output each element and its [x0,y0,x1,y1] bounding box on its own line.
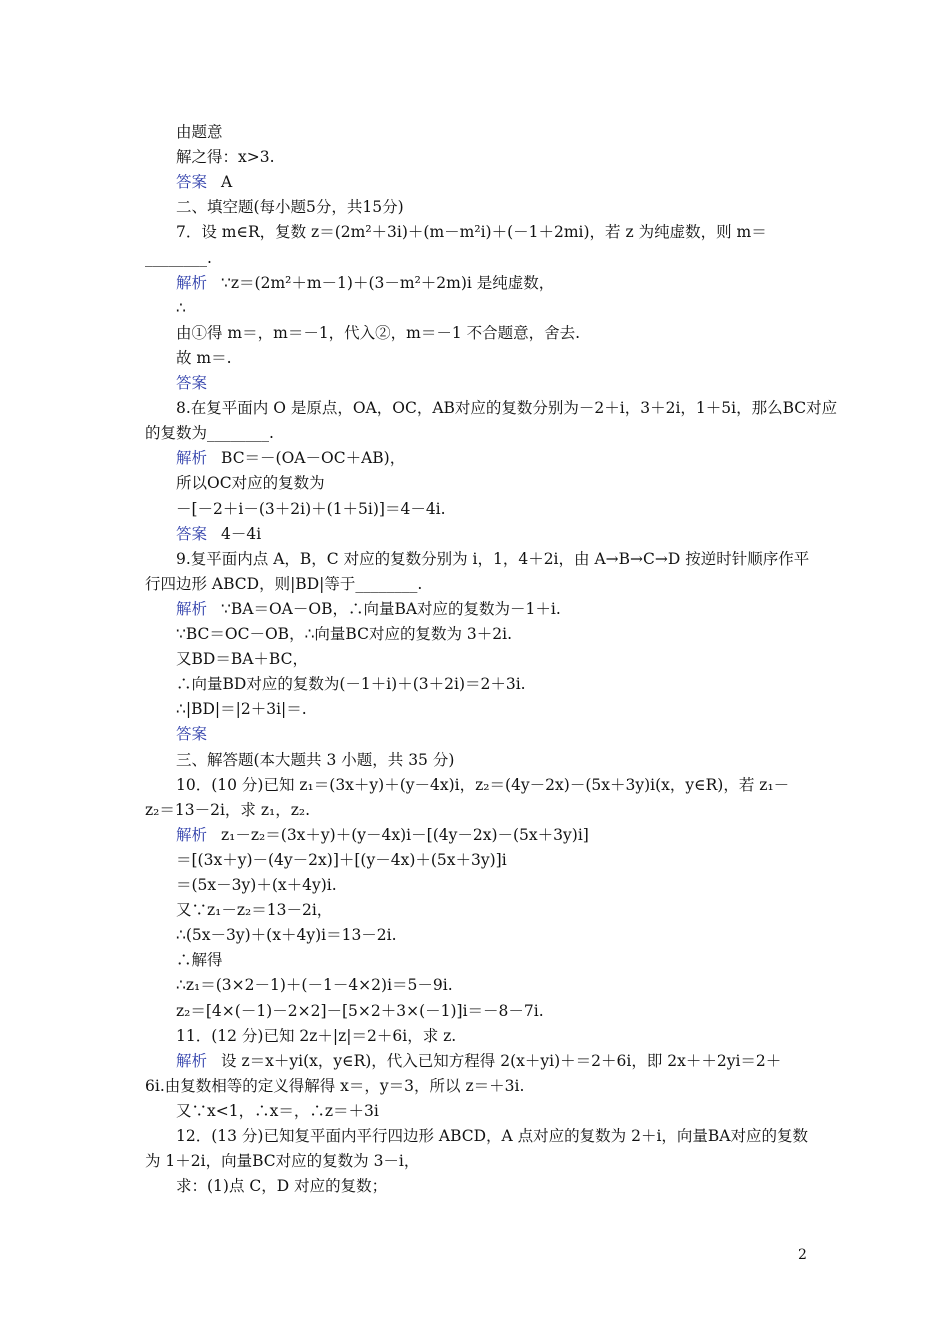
line-text: ∵BC＝OC－OB，∴向量BC对应的复数为 3＋2i. [176,625,512,643]
line-text: ∴z₁＝(3×2－1)＋(－1－4×2)i＝5－9i. [176,976,453,995]
text-line [176,647,810,672]
line-text: A [221,173,233,192]
text-line [176,120,810,145]
text-line [145,246,810,271]
line-text: z₂＝[4×(－1)－2×2]－[5×2＋3×(－1)]i＝－8－7i. [176,1001,544,1020]
text-line [176,722,810,747]
text-line [176,1174,810,1199]
text-line [176,220,810,245]
text-line [176,321,810,346]
line-text: BC＝－(OA－OC＋AB)， [221,449,406,468]
line-text: 解之得：x>3. [176,148,275,167]
text-line [176,522,810,547]
line-text: ________. [145,248,212,267]
text-line [176,271,810,296]
line-text: 10．(10 分)已知 z₁＝(3x＋y)＋(y－4x)i，z₂＝(4y－2x)－(5x＋3y)i(x，y∈R)，若 z₁－ [176,775,790,794]
text-line [176,748,810,773]
analysis-label: 解析 [176,1051,208,1070]
answer-label: 答案 [176,374,208,392]
analysis-label: 解析 [176,599,208,618]
line-text: 6i.由复数相等的定义得解得 x＝，y＝3，所以 z＝＋3i. [145,1076,525,1095]
text-line [176,622,810,647]
text-line [176,170,810,195]
line-text: 为 1＋2i，向量BC对应的复数为 3－i， [145,1152,420,1171]
line-text: 9.复平面内点 A，B，C 对应的复数分别为 i，1，4＋2i，由 A→B→C→D 按逆时针顺序作平 [176,549,810,568]
text-line [145,572,810,597]
line-text: ∴向量BD对应的复数为(－1＋i)＋(3＋2i)＝2＋3i. [176,675,526,694]
answer-label: 答案 [176,173,208,192]
line-text: 12．(13 分)已知复平面内平行四边形 ABCD，A 点对应的复数为 2＋i，向量BA对应的复数 [176,1127,809,1145]
analysis-label: 解析 [176,273,208,292]
line-text: z₁－z₂＝(3x＋y)＋(y－4x)i－[(4y－2x)－(5x＋3y)i] [221,825,589,844]
line-text: ∵z＝(2m²＋m－1)＋(3－m²＋2m)i 是纯虚数， [221,273,555,292]
analysis-label: 解析 [176,449,208,468]
line-text: ∴解得 [176,951,223,970]
line-text: 二、填空题(每小题5分，共15分) [176,198,404,217]
text-line [145,798,810,823]
text-line [176,446,810,471]
text-line [176,346,810,371]
text-line [176,597,810,622]
line-text: 又∵x<1，∴x＝，∴z＝＋3i [176,1101,379,1120]
line-text: 4－4i [221,524,262,543]
line-text: 由①得 m＝，m＝－1，代入②，m＝－1 不合题意，舍去. [176,323,581,342]
line-text: ＝[(3x＋y)－(4y－2x)]＋[(y－4x)＋(5x＋3y)]i [176,850,507,869]
text-line [176,296,810,321]
line-text: 求：(1)点 C，D 对应的复数； [176,1177,388,1196]
line-text: 行四边形 ABCD，则|BD|等于________. [145,574,423,593]
text-line [176,697,810,722]
text-line [176,823,810,848]
text-line [176,1124,810,1149]
text-line [176,371,810,396]
text-line [145,1074,810,1099]
line-text: 又∵z₁－z₂＝13－2i， [176,901,333,920]
text-line [176,1099,810,1124]
line-text: 又BD＝BA＋BC， [176,650,308,669]
line-text: 11．(12 分)已知 2z＋|z|＝2＋6i，求 z. [176,1026,457,1045]
line-text: 故 m＝. [176,348,232,367]
line-text: 由题意 [176,123,223,141]
text-line [145,1149,810,1174]
text-line [176,672,810,697]
page-number: 2 [798,1247,807,1263]
text-line [176,195,810,220]
text-line [176,396,838,421]
text-line [176,471,810,496]
text-line [176,848,810,873]
answer-label: 答案 [176,524,208,543]
line-text: ∴ [176,298,186,317]
line-text: ∵BA＝OA－OB，∴向量BA对应的复数为－1＋i. [221,599,561,618]
line-text: ∴|BD|＝|2＋3i|＝. [176,700,307,719]
text-line [176,145,810,170]
text-line [145,421,810,446]
answer-label: 答案 [176,725,208,744]
text-line [176,1049,810,1074]
line-text: 的复数为________. [145,424,274,443]
analysis-label: 解析 [176,825,208,844]
text-line [176,1024,810,1049]
text-line [176,547,810,572]
text-line [176,773,810,798]
line-text: 7．设 m∈R，复数 z＝(2m²＋3i)＋(m－m²i)＋(－1＋2mi)，若 z 为纯虚数，则 m＝ [176,223,767,242]
line-text: －[－2＋i－(3＋2i)＋(1＋5i)]＝4－4i. [176,499,446,518]
text-line [176,923,810,948]
line-text: 三、解答题(本大题共 3 小题，共 35 分) [176,750,455,769]
line-text: 8.在复平面内 O 是原点，OA，OC，AB对应的复数分别为－2＋i，3＋2i，1＋5i，那么BC对应 [176,399,838,418]
text-line [176,497,810,522]
text-line [176,873,810,898]
text-line [176,898,810,923]
line-text: 所以OC对应的复数为 [176,474,325,493]
text-line [176,948,810,973]
line-text: ∴(5x－3y)＋(x＋4y)i＝13－2i. [176,926,397,945]
text-line [176,999,810,1024]
text-line [176,973,810,998]
line-text: ＝(5x－3y)＋(x＋4y)i. [176,876,337,894]
line-text: z₂＝13－2i，求 z₁，z₂. [145,800,311,819]
line-text: 设 z＝x＋yi(x，y∈R)，代入已知方程得 2(x＋yi)＋＝2＋6i，即 2x＋＋2yi＝2＋ [221,1051,782,1070]
